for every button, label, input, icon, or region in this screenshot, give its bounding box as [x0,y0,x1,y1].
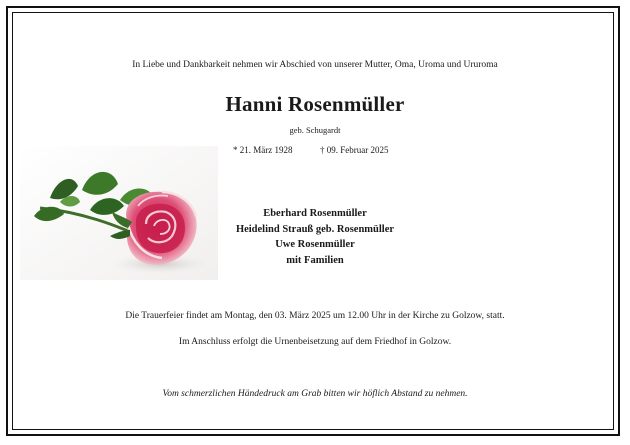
mourner-line: Uwe Rosenmüller [275,239,355,250]
birth-date: * 21. März 1928 [233,145,293,155]
service-info: Die Trauerfeier findet am Montag, den 03. März 2025 um 12.00 Uhr in der Kirche zu Golzow, statt. [125,311,505,321]
birth-name: geb. Schugardt [289,125,341,135]
mourner-line: Eberhard Rosenmüller [263,208,367,219]
footer-note: Vom schmerzlichen Händedruck am Grab bitten wir höflich Abstand zu nehmen. [162,389,468,399]
intro-text: In Liebe und Dankbarkeit nehmen wir Abschied von unserer Mutter, Oma, Uroma und Ururoma [132,60,498,70]
rose-image [20,146,218,280]
mourners-list [200,206,430,268]
mourner-line: mit Familien [286,254,344,266]
death-date: † 09. Februar 2025 [320,145,389,155]
mourner-line: Heidelind Strauß geb. Rosenmüller [235,223,395,235]
deceased-name: Hanni Rosenmüller [225,92,405,116]
burial-info: Im Anschluss erfolgt die Urnenbeisetzung auf dem Friedhof in Golzow. [178,337,452,347]
